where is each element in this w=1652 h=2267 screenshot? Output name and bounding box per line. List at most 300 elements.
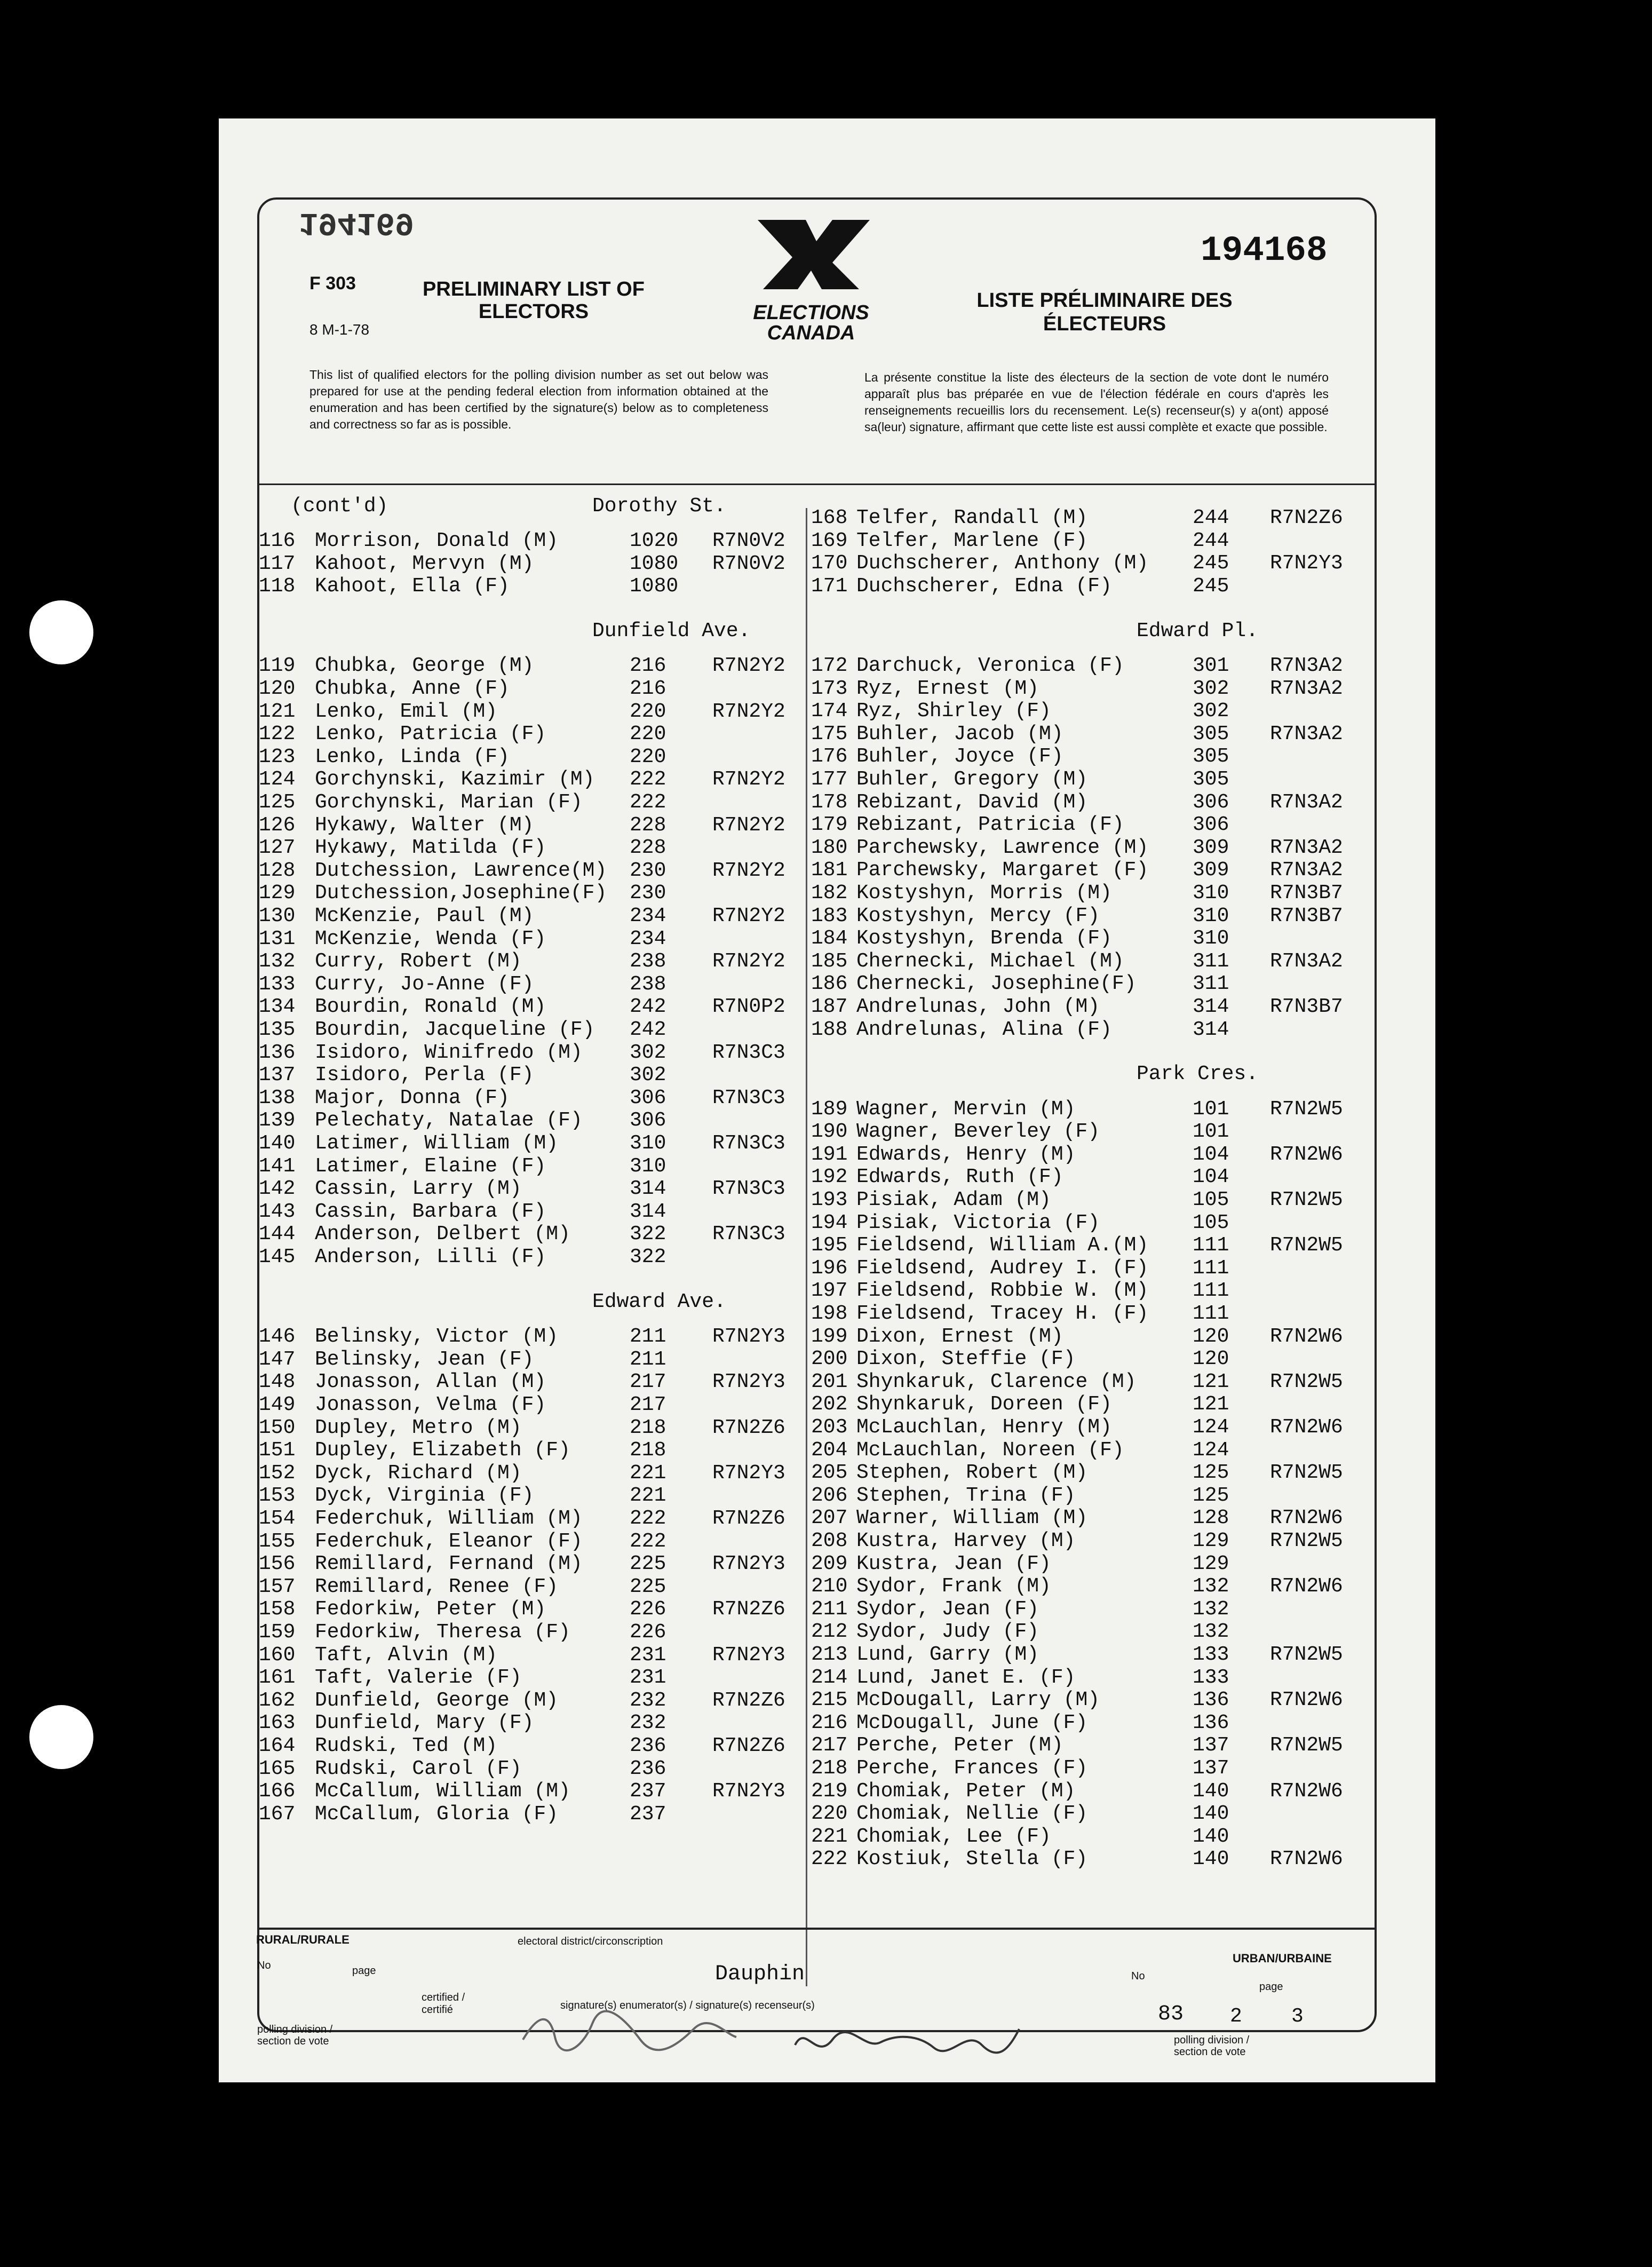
elector-name: Chernecki, Michael (M)	[856, 949, 1124, 973]
elector-address: 220	[630, 723, 666, 746]
continued-label: (cont'd)	[291, 495, 388, 518]
elector-address: 238	[630, 950, 666, 973]
elector-address: 133	[1193, 1643, 1229, 1666]
elector-name: McLauchlan, Henry (M)	[856, 1416, 1112, 1439]
footer-divider	[257, 1928, 1377, 1930]
elector-postal-code: R7N2Y3	[712, 1461, 785, 1485]
elector-number: 207	[811, 1507, 848, 1530]
elector-name: Bourdin, Jacqueline (F)	[315, 1018, 595, 1042]
elector-postal-code: R7N2W6	[1270, 1779, 1343, 1803]
elector-name: Andrelunas, Alina (F)	[856, 1018, 1112, 1041]
elector-address: 101	[1193, 1097, 1229, 1121]
elector-name: Major, Donna (F)	[315, 1086, 510, 1109]
elector-address: 132	[1193, 1575, 1229, 1598]
elector-name: Wagner, Beverley (F)	[856, 1120, 1100, 1144]
elector-address: 111	[1193, 1302, 1229, 1325]
elector-number: 128	[259, 859, 296, 882]
page-label-right: page	[1259, 1981, 1283, 1993]
elector-number: 221	[811, 1825, 848, 1848]
elector-number: 218	[811, 1757, 848, 1780]
elector-address: 124	[1193, 1416, 1229, 1439]
elector-name: Pisiak, Adam (M)	[856, 1188, 1051, 1211]
elector-address: 121	[1193, 1370, 1229, 1393]
elector-name: Perche, Peter (M)	[856, 1734, 1063, 1757]
elector-name: Kustra, Harvey (M)	[856, 1529, 1076, 1552]
elector-number: 179	[811, 813, 848, 837]
elector-address: 125	[1193, 1484, 1229, 1507]
elector-name: Kahoot, Ella (F)	[315, 575, 510, 598]
elector-postal-code: R7N2Z6	[712, 1507, 785, 1530]
street-heading: Edward Pl.	[1137, 619, 1259, 643]
elector-number: 180	[811, 836, 848, 859]
elector-name: Taft, Valerie (F)	[315, 1666, 522, 1690]
elector-name: Duchscherer, Edna (F)	[856, 574, 1112, 598]
elector-postal-code: R7N3A2	[1270, 790, 1343, 814]
elector-number: 130	[259, 905, 296, 928]
elector-number: 210	[811, 1575, 848, 1598]
elector-name: Wagner, Mervin (M)	[856, 1097, 1076, 1121]
elector-number: 154	[259, 1507, 296, 1530]
elector-name: Buhler, Jacob (M)	[856, 722, 1063, 746]
elector-number: 197	[811, 1279, 848, 1303]
elector-address: 111	[1193, 1256, 1229, 1280]
elector-name: Dupley, Elizabeth (F)	[315, 1439, 570, 1462]
elector-number: 123	[259, 745, 296, 768]
elector-number: 142	[259, 1177, 296, 1201]
header-divider	[257, 483, 1377, 485]
district-label: electoral district/circonscription	[518, 1936, 663, 1947]
elector-address: 231	[630, 1666, 666, 1690]
elector-postal-code: R7N3A2	[1270, 722, 1343, 746]
elector-name: Perche, Frances (F)	[856, 1757, 1088, 1780]
elector-name: Latimer, William (M)	[315, 1132, 559, 1155]
street-heading: Park Cres.	[1137, 1063, 1259, 1086]
elector-name: Shynkaruk, Clarence (M)	[856, 1370, 1137, 1393]
elector-name: Kostyshyn, Morris (M)	[856, 881, 1112, 905]
elector-name: Fieldsend, William A.(M)	[856, 1234, 1149, 1257]
elector-name: Buhler, Joyce (F)	[856, 745, 1063, 768]
elector-address: 302	[1193, 677, 1229, 700]
elector-name: McKenzie, Wenda (F)	[315, 927, 546, 950]
enumerator-signature-2	[790, 2018, 1024, 2066]
elector-address: 129	[1193, 1529, 1229, 1552]
elector-number: 216	[811, 1711, 848, 1734]
elector-postal-code: R7N2Y2	[712, 905, 785, 928]
elector-name: Kahoot, Mervyn (M)	[315, 552, 534, 575]
elector-name: Curry, Robert (M)	[315, 950, 522, 973]
elector-name: Cassin, Larry (M)	[315, 1177, 522, 1201]
elector-address: 216	[630, 677, 666, 701]
elector-name: Lenko, Emil (M)	[315, 700, 498, 723]
elector-postal-code: R7N2Y2	[712, 813, 785, 837]
elector-number: 212	[811, 1620, 848, 1644]
elector-name: Edwards, Ruth (F)	[856, 1166, 1063, 1189]
elector-address: 211	[630, 1347, 666, 1371]
elector-number: 170	[811, 552, 848, 575]
elector-name: Bourdin, Ronald (M)	[315, 995, 546, 1019]
elector-name: Lenko, Patricia (F)	[315, 723, 546, 746]
elector-number: 195	[811, 1234, 848, 1257]
elector-number: 177	[811, 767, 848, 791]
elector-name: Rebizant, David (M)	[856, 790, 1088, 814]
page-number: 2	[1230, 2005, 1242, 2028]
elector-name: Chomiak, Peter (M)	[856, 1779, 1076, 1803]
elector-number: 172	[811, 654, 848, 677]
elector-address: 242	[630, 995, 666, 1019]
elector-name: Chomiak, Lee (F)	[856, 1825, 1051, 1848]
elector-address: 305	[1193, 767, 1229, 791]
elector-address: 236	[630, 1757, 666, 1780]
district-value: Dauphin	[715, 1962, 805, 1986]
elector-name: Dixon, Ernest (M)	[856, 1325, 1063, 1348]
signature-label: signature(s) enumerator(s) / signature(s) recenseur(s)	[560, 2000, 815, 2011]
elector-number: 204	[811, 1438, 848, 1462]
elector-address: 222	[630, 1529, 666, 1553]
elector-number: 125	[259, 791, 296, 814]
elector-name: Chubka, George (M)	[315, 654, 534, 678]
elector-address: 301	[1193, 654, 1229, 677]
elector-postal-code: R7N3C3	[712, 1177, 785, 1201]
elector-postal-code: R7N2Z6	[712, 1598, 785, 1621]
elector-number: 160	[259, 1643, 296, 1667]
elector-address: 311	[1193, 949, 1229, 973]
elector-number: 199	[811, 1325, 848, 1348]
elector-number: 206	[811, 1484, 848, 1507]
elector-address: 125	[1193, 1461, 1229, 1485]
elector-address: 137	[1193, 1757, 1229, 1780]
elector-number: 151	[259, 1439, 296, 1462]
enumerator-signature-1	[518, 2008, 742, 2056]
elector-name: Kostiuk, Stella (F)	[856, 1848, 1088, 1871]
elector-postal-code: R7N2Y3	[712, 1780, 785, 1803]
elector-name: Gorchynski, Kazimir (M)	[315, 768, 595, 791]
elector-address: 242	[630, 1018, 666, 1042]
elector-postal-code: R7N2W6	[1270, 1689, 1343, 1712]
elector-address: 322	[630, 1246, 666, 1269]
elector-name: Remillard, Fernand (M)	[315, 1552, 583, 1576]
elector-number: 139	[259, 1109, 296, 1132]
elector-number: 166	[259, 1780, 296, 1803]
elector-address: 244	[1193, 529, 1229, 552]
elector-name: McCallum, Gloria (F)	[315, 1802, 559, 1826]
elector-number: 116	[259, 529, 296, 553]
elector-number: 213	[811, 1643, 848, 1666]
elector-address: 244	[1193, 506, 1229, 529]
elector-address: 311	[1193, 972, 1229, 996]
elector-name: Sydor, Jean (F)	[856, 1597, 1039, 1621]
elector-postal-code: R7N2Y3	[712, 1643, 785, 1667]
elector-postal-code: R7N2W5	[1270, 1529, 1343, 1552]
elector-number: 158	[259, 1598, 296, 1621]
elector-address: 222	[630, 791, 666, 814]
elector-address: 234	[630, 905, 666, 928]
elector-number: 145	[259, 1246, 296, 1269]
notice-en: This list of qualified electors for the polling division number as set out below was prepared for use at the pending federal election from information obtained at the enumeration and has been certified by the signature(s) below as to completeness and correctness so far as is possible.	[309, 368, 768, 432]
elector-address: 237	[630, 1802, 666, 1826]
elector-number: 136	[259, 1041, 296, 1064]
elector-number: 137	[259, 1064, 296, 1087]
elector-name: Fedorkiw, Theresa (F)	[315, 1620, 570, 1644]
elector-number: 117	[259, 552, 296, 575]
elector-name: Buhler, Gregory (M)	[856, 767, 1088, 791]
elector-address: 222	[630, 768, 666, 791]
elector-name: Telfer, Marlene (F)	[856, 529, 1088, 552]
elector-address: 140	[1193, 1825, 1229, 1848]
title-en: PRELIMINARY LIST OF ELECTORS	[423, 278, 645, 323]
elector-postal-code: R7N3C3	[712, 1223, 785, 1246]
elector-address: 217	[630, 1370, 666, 1394]
rural-label: RURAL/RURALE	[256, 1933, 350, 1946]
elector-address: 309	[1193, 836, 1229, 859]
elector-postal-code: R7N3C3	[712, 1132, 785, 1155]
notice-fr: La présente constitue la liste des électeurs de la section de vote dont le numéro apparaît plus bas préparée en vue de l'élection fédérale en cours d'après les renseignements recueillis lors du recensement. Le(s) recenseur(s) y a(ont) apposé sa(leur) signature, affirmant que cette liste est aussi complète et exacte que possible.	[864, 370, 1329, 434]
elector-postal-code: R7N3A2	[1270, 859, 1343, 882]
elector-address: 128	[1193, 1507, 1229, 1530]
elector-address: 306	[1193, 813, 1229, 837]
elector-address: 218	[630, 1416, 666, 1439]
elector-number: 119	[259, 654, 296, 678]
elector-number: 184	[811, 927, 848, 950]
elector-number: 175	[811, 722, 848, 746]
elector-number: 126	[259, 813, 296, 837]
elector-address: 310	[1193, 904, 1229, 928]
elector-name: McDougall, June (F)	[856, 1711, 1088, 1734]
elector-address: 129	[1193, 1552, 1229, 1575]
elector-number: 120	[259, 677, 296, 701]
elector-number: 220	[811, 1802, 848, 1826]
elector-address: 221	[630, 1484, 666, 1508]
elector-number: 131	[259, 927, 296, 950]
elector-address: 218	[630, 1439, 666, 1462]
elector-number: 205	[811, 1461, 848, 1485]
elector-postal-code: R7N2Z6	[712, 1689, 785, 1712]
elector-postal-code: R7N2Y3	[712, 1370, 785, 1394]
certified-label: certified / certifié	[422, 1992, 465, 2016]
punch-hole-bottom	[29, 1705, 93, 1769]
elector-address: 231	[630, 1643, 666, 1667]
elector-number: 132	[259, 950, 296, 973]
page-of: 3	[1291, 2005, 1304, 2028]
elector-address: 232	[630, 1711, 666, 1735]
elector-name: McDougall, Larry (M)	[856, 1689, 1100, 1712]
elector-number: 163	[259, 1711, 296, 1735]
elector-number: 222	[811, 1848, 848, 1871]
elector-number: 188	[811, 1018, 848, 1041]
elector-name: Warner, William (M)	[856, 1507, 1088, 1530]
elector-address: 226	[630, 1598, 666, 1621]
elector-address: 238	[630, 972, 666, 996]
elector-postal-code: R7N2W6	[1270, 1325, 1343, 1348]
elector-postal-code: R7N2W5	[1270, 1097, 1343, 1121]
elector-address: 314	[1193, 1018, 1229, 1041]
elector-postal-code: R7N2W5	[1270, 1734, 1343, 1757]
elector-number: 181	[811, 859, 848, 882]
elector-postal-code: R7N2Y3	[1270, 552, 1343, 575]
elector-number: 219	[811, 1779, 848, 1803]
elector-address: 314	[630, 1177, 666, 1201]
elector-name: Taft, Alvin (M)	[315, 1643, 498, 1667]
no-label-right: No	[1131, 1970, 1145, 1982]
elector-number: 156	[259, 1552, 296, 1576]
elector-address: 120	[1193, 1347, 1229, 1371]
elector-number: 167	[259, 1802, 296, 1826]
elector-number: 214	[811, 1666, 848, 1689]
elector-name: Sydor, Frank (M)	[856, 1575, 1051, 1598]
elector-number: 200	[811, 1347, 848, 1371]
elector-name: Andrelunas, John (M)	[856, 995, 1100, 1018]
elector-postal-code: R7N2Z6	[712, 1416, 785, 1439]
elector-name: Rudski, Carol (F)	[315, 1757, 522, 1780]
elector-name: Latimer, Elaine (F)	[315, 1154, 546, 1178]
elector-number: 176	[811, 745, 848, 768]
elector-number: 201	[811, 1370, 848, 1393]
elector-number: 190	[811, 1120, 848, 1144]
elector-name: Fieldsend, Audrey I. (F)	[856, 1256, 1149, 1280]
elector-postal-code: R7N0V2	[712, 529, 785, 553]
elector-address: 1020	[630, 529, 679, 553]
elector-name: Chernecki, Josephine(F)	[856, 972, 1137, 996]
elector-postal-code: R7N3B7	[1270, 995, 1343, 1018]
elector-address: 225	[630, 1575, 666, 1598]
elector-postal-code: R7N3C3	[712, 1041, 785, 1064]
elector-number: 215	[811, 1689, 848, 1712]
elector-postal-code: R7N0V2	[712, 552, 785, 575]
elector-address: 217	[630, 1393, 666, 1416]
elector-address: 228	[630, 813, 666, 837]
elector-address: 310	[1193, 927, 1229, 950]
elector-name: Lund, Janet E. (F)	[856, 1666, 1076, 1689]
elector-address: 245	[1193, 574, 1229, 598]
form-date: 8 M-1-78	[309, 321, 370, 338]
elector-address: 310	[1193, 881, 1229, 905]
elector-address: 234	[630, 927, 666, 950]
elector-name: McKenzie, Paul (M)	[315, 905, 534, 928]
elector-number: 171	[811, 574, 848, 598]
elector-address: 137	[1193, 1734, 1229, 1757]
elector-address: 302	[1193, 700, 1229, 723]
elector-name: Hykawy, Walter (M)	[315, 813, 534, 837]
elector-number: 194	[811, 1211, 848, 1234]
elector-name: Remillard, Renee (F)	[315, 1575, 559, 1598]
elector-name: Stephen, Trina (F)	[856, 1484, 1076, 1507]
elector-name: Kustra, Jean (F)	[856, 1552, 1051, 1575]
elector-postal-code: R7N3B7	[1270, 881, 1343, 905]
elector-address: 104	[1193, 1166, 1229, 1189]
elector-name: Jonasson, Velma (F)	[315, 1393, 546, 1416]
elector-postal-code: R7N3B7	[1270, 904, 1343, 928]
elector-postal-code: R7N2Z6	[1270, 506, 1343, 529]
elector-postal-code: R7N2W6	[1270, 1575, 1343, 1598]
elector-number: 196	[811, 1256, 848, 1280]
elector-number: 157	[259, 1575, 296, 1598]
elector-number: 174	[811, 700, 848, 723]
elector-number: 161	[259, 1666, 296, 1690]
elector-number: 140	[259, 1132, 296, 1155]
elector-number: 208	[811, 1529, 848, 1552]
elector-address: 105	[1193, 1211, 1229, 1234]
elector-number: 165	[259, 1757, 296, 1780]
elector-address: 132	[1193, 1597, 1229, 1621]
elector-number: 173	[811, 677, 848, 700]
elector-address: 306	[1193, 790, 1229, 814]
elector-number: 141	[259, 1154, 296, 1178]
elector-address: 232	[630, 1689, 666, 1712]
title-fr: LISTE PRÉLIMINAIRE DES ÉLECTEURS	[976, 289, 1233, 335]
elector-name: Gorchynski, Marian (F)	[315, 791, 583, 814]
elector-name: McCallum, William (M)	[315, 1780, 570, 1803]
elector-name: Dixon, Steffie (F)	[856, 1347, 1076, 1371]
elector-name: Duchscherer, Anthony (M)	[856, 552, 1149, 575]
elector-number: 138	[259, 1086, 296, 1109]
elector-name: Parchewsky, Lawrence (M)	[856, 836, 1149, 859]
elector-number: 127	[259, 836, 296, 860]
elector-name: Belinsky, Jean (F)	[315, 1347, 534, 1371]
elector-postal-code: R7N2Y3	[712, 1325, 785, 1349]
elector-postal-code: R7N0P2	[712, 995, 785, 1019]
elector-address: 101	[1193, 1120, 1229, 1144]
elector-name: Jonasson, Allan (M)	[315, 1370, 546, 1394]
elector-number: 191	[811, 1143, 848, 1166]
elector-number: 187	[811, 995, 848, 1018]
elector-address: 211	[630, 1325, 666, 1349]
elector-address: 132	[1193, 1620, 1229, 1644]
elector-number: 183	[811, 904, 848, 928]
elector-name: Darchuck, Veronica (F)	[856, 654, 1124, 677]
elector-address: 236	[630, 1734, 666, 1757]
elector-postal-code: R7N3A2	[1270, 949, 1343, 973]
elector-postal-code: R7N3C3	[712, 1086, 785, 1109]
elector-number: 143	[259, 1200, 296, 1223]
elector-number: 124	[259, 768, 296, 791]
elector-name: Ryz, Ernest (M)	[856, 677, 1039, 700]
polling-division-label-left: polling division / section de vote	[257, 2024, 333, 2047]
elector-address: 140	[1193, 1848, 1229, 1871]
column-divider	[806, 508, 807, 1986]
elector-name: Chubka, Anne (F)	[315, 677, 510, 701]
elector-address: 111	[1193, 1234, 1229, 1257]
elector-number: 202	[811, 1393, 848, 1416]
elector-address: 111	[1193, 1279, 1229, 1303]
elector-postal-code: R7N2Y2	[712, 654, 785, 678]
elector-number: 164	[259, 1734, 296, 1757]
elector-postal-code: R7N2W5	[1270, 1461, 1343, 1485]
elector-address: 245	[1193, 552, 1229, 575]
elector-name: Anderson, Lilli (F)	[315, 1246, 546, 1269]
elector-name: Edwards, Henry (M)	[856, 1143, 1076, 1166]
elector-name: Parchewsky, Margaret (F)	[856, 859, 1149, 882]
serial-number-mirror: 194169	[299, 204, 415, 240]
elector-number: 185	[811, 949, 848, 973]
elector-address: 237	[630, 1780, 666, 1803]
elector-postal-code: R7N3A2	[1270, 677, 1343, 700]
agency-name: ELECTIONS CANADA	[753, 302, 869, 344]
elector-number: 146	[259, 1325, 296, 1349]
elector-address: 133	[1193, 1666, 1229, 1689]
elector-name: Dyck, Richard (M)	[315, 1461, 522, 1485]
urban-label: URBAN/URBAINE	[1233, 1952, 1332, 1965]
elector-address: 302	[630, 1041, 666, 1064]
elector-address: 222	[630, 1507, 666, 1530]
elector-address: 228	[630, 836, 666, 860]
serial-number: 194168	[1201, 231, 1328, 271]
elector-number: 122	[259, 723, 296, 746]
elector-number: 147	[259, 1347, 296, 1371]
elections-canada-logo	[747, 215, 875, 295]
elector-name: Telfer, Randall (M)	[856, 506, 1088, 529]
elector-name: Fedorkiw, Peter (M)	[315, 1598, 546, 1621]
elector-postal-code: R7N3A2	[1270, 654, 1343, 677]
elector-address: 310	[630, 1132, 666, 1155]
